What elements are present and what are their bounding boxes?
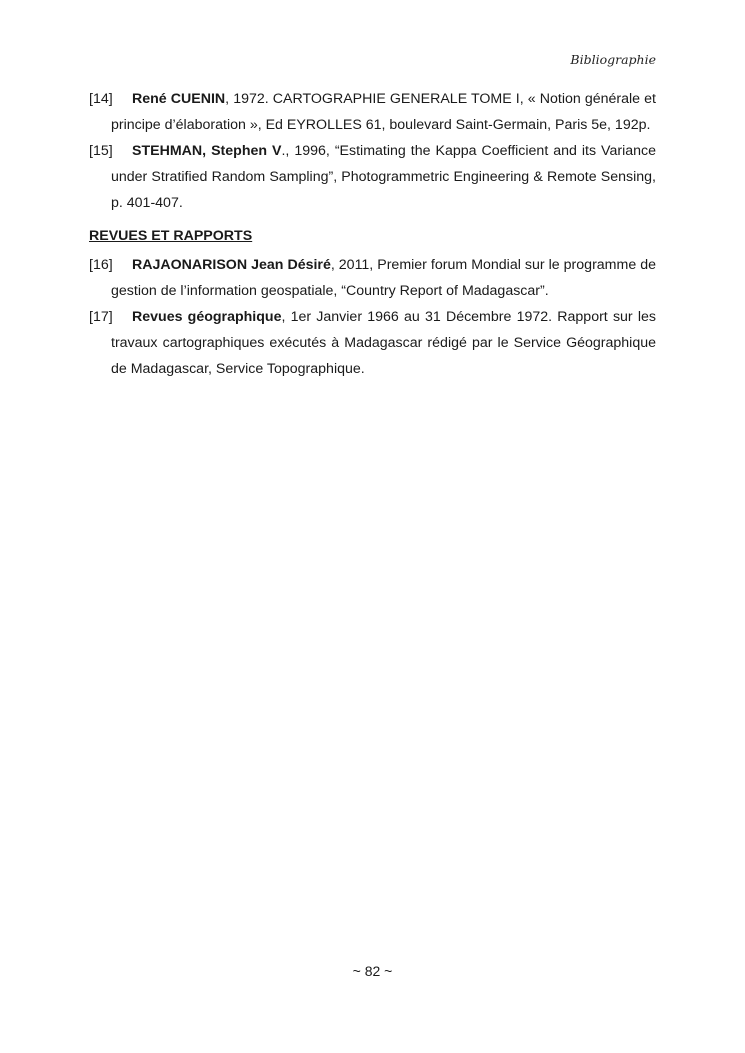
section-heading: REVUES ET RAPPORTS: [89, 228, 253, 244]
reference-author: RAJAONARISON Jean Désiré: [132, 257, 331, 273]
reference-author: René CUENIN: [132, 91, 226, 107]
reference-entry-15: [89, 138, 656, 216]
reference-entry-17: [89, 304, 656, 382]
reference-details: , 1er Janvier 1966 au 31 Décembre 1972. Rapport sur les travaux cartographiques exécutés à Madagascar rédigé par le Service Géographique de Madagascar, Service Topographique.: [111, 309, 656, 377]
running-header: Bibliographie: [570, 52, 656, 67]
page-number: ~ 82 ~: [352, 963, 393, 979]
reference-number: [17]: [89, 309, 113, 325]
reference-entry-16: [89, 252, 656, 304]
reference-number: [14]: [89, 91, 113, 107]
reference-details: , 1972. CARTOGRAPHIE GENERALE TOME I, « Notion générale et principe d’élaboration », Ed EYROLLES 61, boulevard Saint-Germain, Paris 5e, 192p.: [111, 91, 656, 133]
reference-author: Revues géographique: [132, 309, 282, 325]
reference-details: ., 1996, “Estimating the Kappa Coefficient and its Variance under Stratified Random Sampling”, Photogrammetric Engineering & Remote Sensing, p. 401-407.: [111, 143, 656, 211]
reference-author: STEHMAN, Stephen V: [132, 143, 282, 159]
bibliography-content: [89, 86, 656, 382]
reference-details: , 2011, Premier forum Mondial sur le programme de gestion de l’information geospatiale, “Country Report of Madagascar”.: [111, 257, 656, 299]
reference-number: [16]: [89, 257, 113, 273]
reference-number: [15]: [89, 143, 113, 159]
reference-entry-14: [89, 86, 656, 138]
